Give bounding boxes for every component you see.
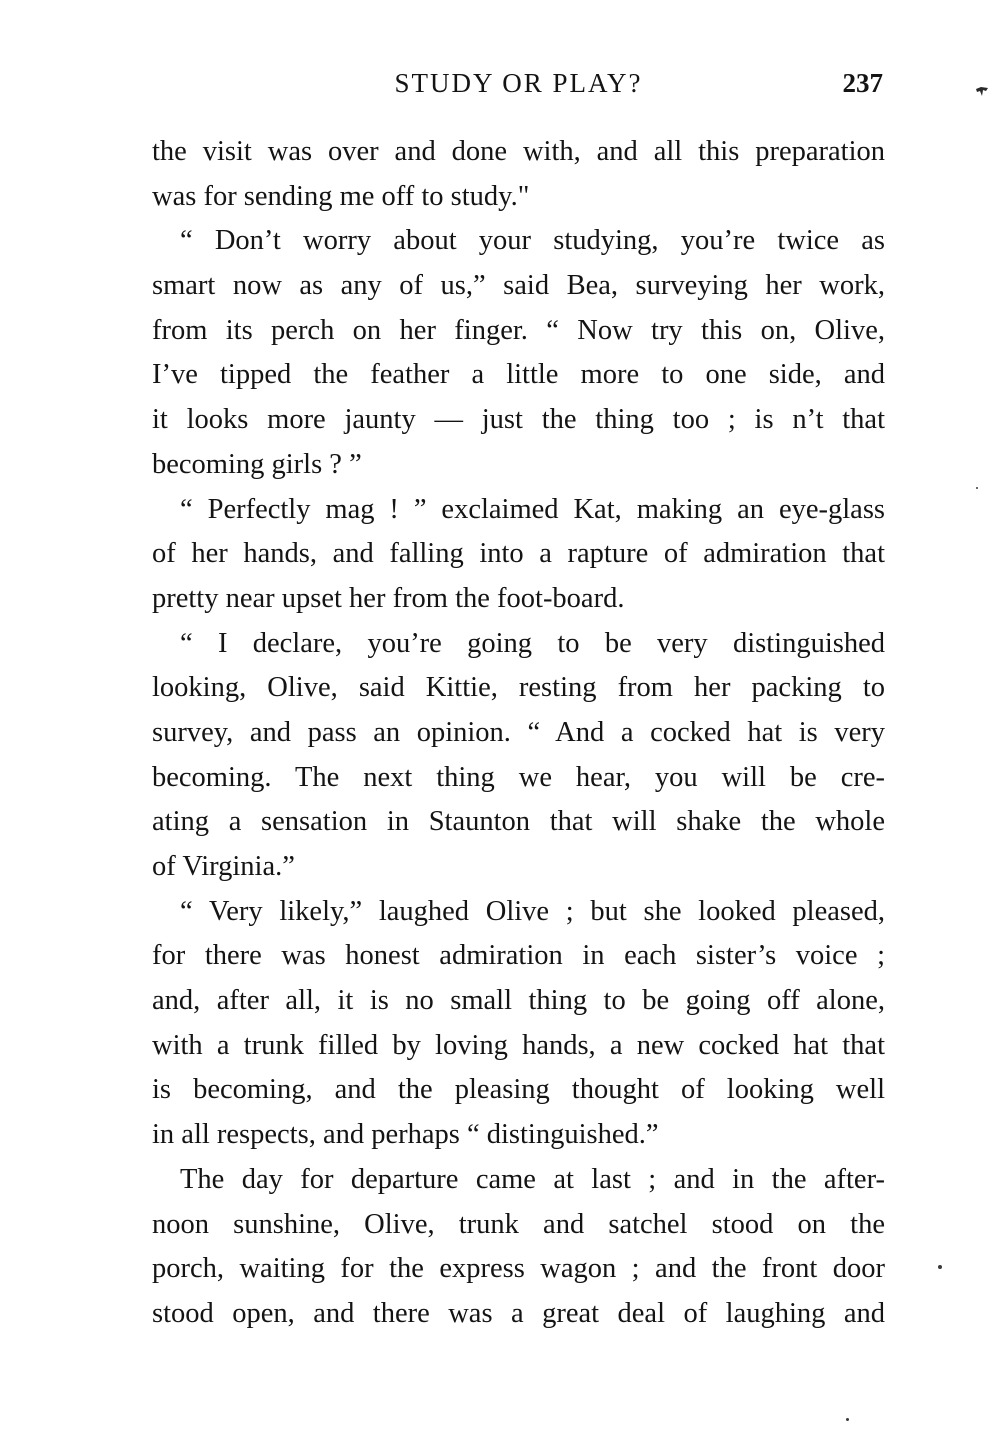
text-line: from its perch on her finger. “ Now try this on, Olive, bbox=[152, 314, 885, 346]
text-line: becoming. The next thing we hear, you will be cre- bbox=[152, 761, 885, 793]
scan-speck bbox=[846, 1418, 849, 1421]
running-title: STUDY OR PLAY? bbox=[394, 68, 643, 98]
text-line: “ Don’t worry about your studying, you’re twice as bbox=[180, 225, 885, 257]
text-line: looking, Olive, said Kittie, resting from her packing to bbox=[152, 672, 885, 704]
text-line: ating a sensation in Staunton that will shake the whole bbox=[152, 806, 885, 838]
text-line: porch, waiting for the express wagon ; and the front door bbox=[152, 1253, 885, 1285]
text-line: of Virginia.” bbox=[152, 851, 295, 882]
text-line: and, after all, it is no small thing to be going off alone, bbox=[152, 985, 885, 1017]
text-line: smart now as any of us,” said Bea, surveying her work, bbox=[152, 270, 885, 302]
scan-speck bbox=[976, 487, 978, 489]
text-line: in all respects, and perhaps “ distinguished.” bbox=[152, 1119, 659, 1151]
scan-speck bbox=[938, 1265, 942, 1269]
text-line: the visit was over and done with, and all this preparation bbox=[152, 136, 885, 167]
text-line: stood open, and there was a great deal of laughing and bbox=[152, 1297, 885, 1329]
body-text bbox=[152, 130, 885, 1337]
page-number: 237 bbox=[842, 68, 883, 98]
text-line: noon sunshine, Olive, trunk and satchel stood on the bbox=[152, 1208, 885, 1240]
text-line: for there was honest admiration in each sister’s voice ; bbox=[152, 940, 885, 972]
text-line: pretty near upset her from the foot-board. bbox=[152, 582, 625, 614]
text-line: survey, and pass an opinion. “ And a cocked hat is very bbox=[152, 716, 885, 748]
text-line: “ Perfectly mag ! ” exclaimed Kat, making an eye-glass bbox=[180, 493, 885, 525]
text-line: it looks more jaunty — just the thing too ; is n’t that bbox=[152, 404, 885, 436]
running-head bbox=[152, 64, 885, 108]
text-line: becoming girls ? ” bbox=[152, 448, 362, 480]
text-line: “ Very likely,” laughed Olive ; but she looked pleased, bbox=[180, 895, 885, 927]
text-line: is becoming, and the pleasing thought of looking well bbox=[152, 1074, 885, 1106]
text-line: with a trunk filled by loving hands, a new cocked hat that bbox=[152, 1029, 885, 1061]
edge-ink-mark-icon bbox=[975, 86, 989, 98]
text-line: of her hands, and falling into a rapture of admiration that bbox=[152, 538, 885, 570]
text-line: I’ve tipped the feather a little more to one side, and bbox=[152, 359, 885, 391]
text-line: was for sending me off to study." bbox=[152, 180, 530, 212]
text-line: The day for departure came at last ; and in the after- bbox=[180, 1163, 885, 1195]
text-line: “ I declare, you’re going to be very distinguished bbox=[180, 627, 885, 659]
